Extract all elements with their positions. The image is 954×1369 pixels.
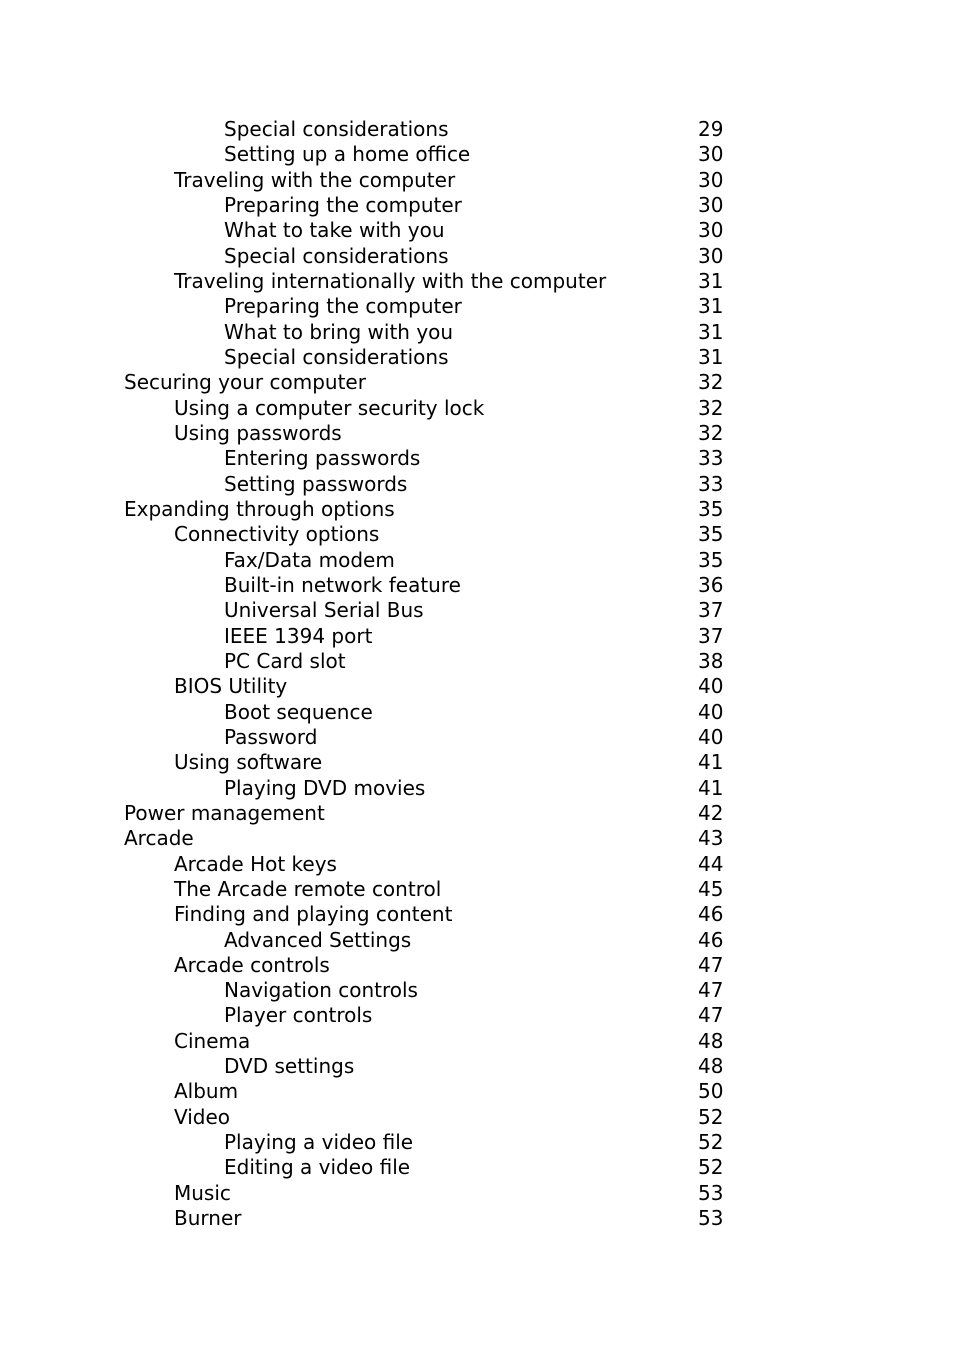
- toc-entry-title: Universal Serial Bus: [224, 598, 424, 623]
- toc-entry-page-number: 40: [698, 674, 724, 699]
- toc-entry[interactable]: [124, 421, 724, 446]
- toc-entry-title: Special considerations: [224, 344, 449, 369]
- toc-entry[interactable]: [124, 345, 724, 370]
- toc-entry-page-number: 30: [698, 192, 724, 217]
- toc-entry[interactable]: [124, 446, 724, 471]
- toc-entry-title: Password: [224, 724, 318, 749]
- toc-entry-title: Burner: [174, 1206, 242, 1231]
- toc-entry-page-number: 44: [698, 851, 724, 876]
- toc-entry[interactable]: [124, 294, 724, 319]
- toc-entry-page-number: 37: [698, 598, 724, 623]
- toc-entry-title: Entering passwords: [224, 446, 421, 471]
- toc-entry[interactable]: [124, 320, 724, 345]
- toc-entry[interactable]: [124, 826, 724, 851]
- toc-entry[interactable]: [124, 396, 724, 421]
- toc-entry[interactable]: [124, 598, 724, 623]
- toc-entry-title: Special considerations: [224, 117, 449, 141]
- toc-entry-page-number: 32: [698, 395, 724, 420]
- toc-entry[interactable]: [124, 269, 724, 294]
- toc-entry-page-number: 35: [698, 496, 724, 521]
- toc-entry[interactable]: [124, 649, 724, 674]
- toc-entry-page-number: 38: [698, 648, 724, 673]
- toc-entry-title: Traveling internationally with the computer: [174, 268, 607, 293]
- toc-entry-page-number: 53: [698, 1180, 724, 1205]
- toc-entry-title: Setting up a home office: [224, 142, 471, 167]
- toc-entry-title: Navigation controls: [224, 978, 418, 1003]
- toc-entry[interactable]: [124, 928, 724, 953]
- toc-entry-page-number: 35: [698, 547, 724, 572]
- toc-entry-page-number: 36: [698, 572, 724, 597]
- toc-entry-title: Album: [174, 1079, 239, 1104]
- toc-entry-title: Arcade Hot keys: [174, 851, 337, 876]
- toc-entry[interactable]: [124, 750, 724, 775]
- toc-entry-page-number: 35: [698, 522, 724, 547]
- toc-entry[interactable]: [124, 700, 724, 725]
- toc-entry-page-number: 47: [698, 1003, 724, 1028]
- toc-entry-page-number: 41: [698, 750, 724, 775]
- toc-entry-title: Traveling with the computer: [174, 167, 456, 192]
- toc-entry-page-number: 31: [698, 319, 724, 344]
- toc-entry-page-number: 47: [698, 978, 724, 1003]
- toc-entry[interactable]: [124, 1181, 724, 1206]
- toc-entry-title: Special considerations: [224, 243, 449, 268]
- toc-entry-title: Playing a video file: [224, 1130, 414, 1155]
- toc-entry[interactable]: [124, 168, 724, 193]
- toc-entry-page-number: 40: [698, 699, 724, 724]
- toc-entry[interactable]: [124, 1054, 724, 1079]
- toc-entry-title: Securing your computer: [124, 370, 366, 395]
- toc-entry-title: Preparing the computer: [224, 294, 462, 319]
- toc-entry-page-number: 42: [698, 800, 724, 825]
- toc-entry[interactable]: [124, 953, 724, 978]
- toc-entry-title: Setting passwords: [224, 471, 408, 496]
- toc-entry[interactable]: [124, 1130, 724, 1155]
- toc-entry[interactable]: [124, 1206, 724, 1231]
- toc-entry-page-number: 46: [698, 927, 724, 952]
- toc-entry[interactable]: [124, 218, 724, 243]
- toc-entry-page-number: 43: [698, 826, 724, 851]
- toc-entry-title: Using a computer security lock: [174, 395, 485, 420]
- toc-entry[interactable]: [124, 548, 724, 573]
- toc-entry[interactable]: [124, 1029, 724, 1054]
- toc-entry-page-number: 52: [698, 1104, 724, 1129]
- toc-entry[interactable]: [124, 370, 724, 395]
- toc-entry-title: Arcade controls: [174, 952, 330, 977]
- toc-entry[interactable]: [124, 725, 724, 750]
- toc-entry[interactable]: [124, 1003, 724, 1028]
- toc-entry-title: PC Card slot: [224, 648, 346, 673]
- toc-entry-title: What to bring with you: [224, 319, 454, 344]
- toc-entry-page-number: 29: [698, 117, 724, 141]
- toc-entry-title: Editing a video file: [224, 1155, 411, 1180]
- toc-entry-page-number: 30: [698, 218, 724, 243]
- toc-entry-page-number: 31: [698, 294, 724, 319]
- toc-entry-page-number: 48: [698, 1054, 724, 1079]
- toc-entry[interactable]: [124, 852, 724, 877]
- toc-entry-page-number: 37: [698, 623, 724, 648]
- toc-entry-page-number: 47: [698, 952, 724, 977]
- toc-entry-title: Using passwords: [174, 420, 342, 445]
- toc-entry-page-number: 32: [698, 370, 724, 395]
- toc-entry[interactable]: [124, 674, 724, 699]
- toc-entry-title: What to take with you: [224, 218, 445, 243]
- toc-entry-page-number: 31: [698, 344, 724, 369]
- toc-entry[interactable]: [124, 573, 724, 598]
- toc-entry-title: Boot sequence: [224, 699, 373, 724]
- toc-entry-page-number: 40: [698, 724, 724, 749]
- toc-entry-title: BIOS Utility: [174, 674, 288, 699]
- toc-entry[interactable]: [124, 902, 724, 927]
- toc-entry-title: Fax/Data modem: [224, 547, 395, 572]
- toc-entry-page-number: 31: [698, 268, 724, 293]
- toc-entry[interactable]: [124, 497, 724, 522]
- toc-entry-title: Using software: [174, 750, 323, 775]
- toc-entry[interactable]: [124, 1079, 724, 1104]
- toc-entry-title: Preparing the computer: [224, 192, 462, 217]
- toc-entry-page-number: 33: [698, 446, 724, 471]
- toc-entry-page-number: 33: [698, 471, 724, 496]
- toc-entry-title: Expanding through options: [124, 496, 395, 521]
- toc-entry-page-number: 48: [698, 1028, 724, 1053]
- toc-entry-page-number: 30: [698, 243, 724, 268]
- toc-entry-title: Cinema: [174, 1028, 251, 1053]
- toc-entry-page-number: 46: [698, 902, 724, 927]
- toc-entry[interactable]: [124, 472, 724, 497]
- toc-entry[interactable]: [124, 624, 724, 649]
- toc-entry-page-number: 52: [698, 1130, 724, 1155]
- toc-entry[interactable]: [124, 978, 724, 1003]
- toc-entry[interactable]: [124, 193, 724, 218]
- toc-entry-page-number: 50: [698, 1079, 724, 1104]
- toc-entry-title: Video: [174, 1104, 231, 1129]
- toc-entry[interactable]: [124, 1155, 724, 1180]
- toc-entry-title: Advanced Settings: [224, 927, 412, 952]
- toc-entry-page-number: 30: [698, 142, 724, 167]
- toc-entry-title: Built-in network feature: [224, 572, 461, 597]
- toc-entry-title: Connectivity options: [174, 522, 380, 547]
- toc-entry-page-number: 30: [698, 167, 724, 192]
- toc-entry-page-number: 41: [698, 775, 724, 800]
- toc-entry-title: Finding and playing content: [174, 902, 453, 927]
- toc-entry-page-number: 45: [698, 876, 724, 901]
- toc-entry-title: Player controls: [224, 1003, 373, 1028]
- toc-entry[interactable]: [124, 522, 724, 547]
- toc-entry-page-number: 53: [698, 1206, 724, 1231]
- toc-entry[interactable]: [124, 142, 724, 167]
- toc-entry[interactable]: [124, 801, 724, 826]
- table-of-contents: [124, 117, 724, 1231]
- toc-entry-title: IEEE 1394 port: [224, 623, 373, 648]
- toc-entry[interactable]: [124, 117, 724, 142]
- toc-entry[interactable]: [124, 1105, 724, 1130]
- toc-entry-title: DVD settings: [224, 1054, 355, 1079]
- toc-entry-page-number: 52: [698, 1155, 724, 1180]
- toc-entry-title: Arcade: [124, 826, 194, 851]
- toc-entry-page-number: 32: [698, 420, 724, 445]
- toc-entry[interactable]: [124, 776, 724, 801]
- toc-entry-title: The Arcade remote control: [174, 876, 442, 901]
- toc-entry[interactable]: [124, 877, 724, 902]
- toc-entry[interactable]: [124, 244, 724, 269]
- toc-entry-title: Playing DVD movies: [224, 775, 426, 800]
- toc-entry-title: Power management: [124, 800, 325, 825]
- toc-entry-title: Music: [174, 1180, 231, 1205]
